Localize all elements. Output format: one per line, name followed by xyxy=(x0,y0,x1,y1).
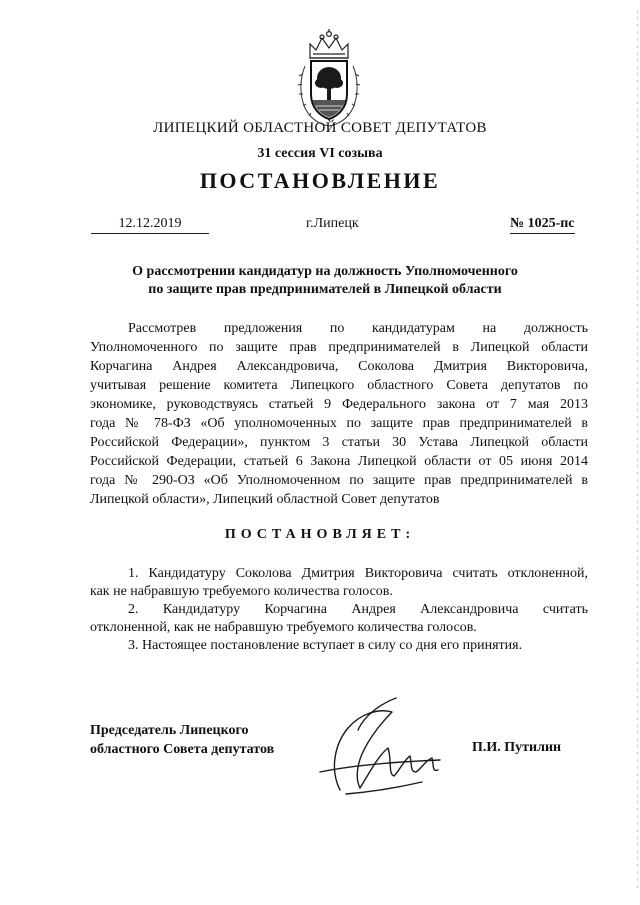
item-1-line: 1. Кандидатуру Соколова Дмитрия Викторовича считать отклоненной, xyxy=(128,566,588,581)
preamble-line: года № 78-ФЗ «Об уполномоченных по защите прав предпринимателей в xyxy=(90,416,588,431)
item-2-line: отклоненной, как не набравшую требуемого количества голосов. xyxy=(90,620,477,635)
scan-edge-decoration xyxy=(637,10,638,890)
document-type-title: ПОСТАНОВЛЕНИЕ xyxy=(199,168,441,193)
preamble-line: Липецкой области», Липецкий областной Совет депутатов xyxy=(90,492,440,507)
preamble-line: Рассмотрев предложения по кандидатурам на должность xyxy=(128,321,588,336)
signatory-title xyxy=(90,721,274,759)
document-subject xyxy=(60,263,590,299)
item-2-line: 2. Кандидатуру Корчагина Андрея Александровича считать xyxy=(128,602,588,617)
item-3-line: 3. Настоящее постановление вступает в силу со дня его принятия. xyxy=(128,638,523,653)
signer-name: П.И. Путилин xyxy=(472,740,562,755)
signatory-title-line: Председатель Липецкого xyxy=(90,723,249,738)
preamble-line: года № 290-ОЗ «Об Уполномоченном по защите прав предпринимателей в xyxy=(90,473,588,488)
preamble-line: Российской Федерации, статьей 6 Закона Липецкой области от 05 июня 2014 xyxy=(90,454,588,469)
handwritten-signature-icon xyxy=(300,690,460,805)
preamble-paragraph xyxy=(90,319,588,509)
document-city: г.Липецк xyxy=(306,216,359,231)
session-info: 31 сессия VI созыва xyxy=(257,146,383,161)
preamble-line: Уполномоченного по защите прав предпринимателей в Липецкой области xyxy=(90,340,588,355)
preamble-line: экономике, руководствуясь статьей 9 Федерального закона от 7 мая 2013 xyxy=(90,397,588,412)
resolution-items xyxy=(90,565,588,655)
preamble-line: Корчагина Андрея Александровича, Соколова Дмитрия Викторовича, xyxy=(90,359,588,374)
signatory-title-line: областного Совета депутатов xyxy=(90,742,275,757)
preamble-line: учитывая решение комитета Липецкого областного Совета депутатов по xyxy=(90,378,588,393)
subject-line: О рассмотрении кандидатур на должность Уполномоченного xyxy=(132,264,518,279)
council-name: ЛИПЕЦКИЙ ОБЛАСТНОЙ СОВЕТ ДЕПУТАТОВ xyxy=(153,120,487,136)
document-number: № 1025-пс xyxy=(510,216,575,234)
subject-line: по защите прав предпринимателей в Липецкой области xyxy=(148,282,502,297)
item-1-line: как не набравшую требуемого количества голосов. xyxy=(90,584,393,599)
document-date: 12.12.2019 xyxy=(91,216,209,234)
preamble-line: Российской Федерации», пунктом 3 статьи 30 Устава Липецкой области xyxy=(90,435,588,450)
resolves-heading: ПОСТАНОВЛЯЕТ: xyxy=(224,527,416,542)
coat-of-arms-icon xyxy=(296,28,362,128)
